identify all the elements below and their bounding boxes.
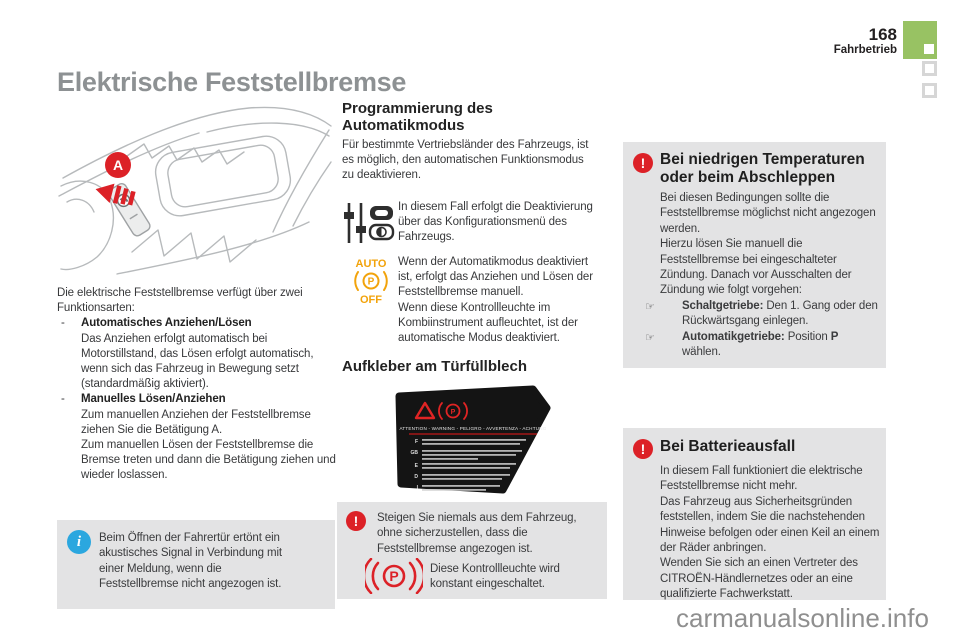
site-watermark: carmanualsonline.info [676, 603, 929, 633]
instruction-item [645, 330, 880, 361]
chapter-tab-marker [924, 44, 934, 54]
instruction-item [645, 299, 880, 330]
brake-switch [107, 182, 152, 238]
programming-paragraph: Für bestimmte Vertriebsländer des Fahrzeugs, ist es möglich, den automatischen Funktionsmodus zu deaktivieren. [342, 139, 589, 182]
box-body [645, 191, 880, 360]
warning-icon: ! [633, 439, 653, 459]
bullet-title: Automatisches Anziehen/Lösen [81, 317, 252, 330]
pointer-bullet-icon: ☞ [645, 330, 655, 344]
item-text: wählen. [682, 346, 721, 359]
list-item [57, 316, 339, 392]
page-number: 168 [868, 25, 897, 44]
item-text: Den 1. Gang oder den Rückwärtsgang einlegen. [682, 299, 878, 328]
auto-off-line2: Wenn diese Kontrollleuchte im Kombiinstrument aufleuchtet, ist der automatische Modus deaktiviert. [398, 301, 578, 345]
box-heading: Bei Batterieausfall [660, 438, 796, 455]
page-header [834, 26, 897, 57]
chapter-tab-active [903, 21, 937, 59]
svg-text:E: E [414, 463, 418, 469]
svg-text:P: P [450, 409, 456, 416]
auto-off-line1: Wenn der Automatikmodus deaktiviert ist, erfolgt das Anziehen und Lösen der Feststellbremse manuell. [398, 256, 593, 299]
info-note-text: Beim Öffnen der Fahrertür ertönt ein akustisches Signal in Verbindung mit einer Meldung, wenn die Feststellbremse nicht angezogen ist. [99, 532, 282, 591]
info-note-box [57, 520, 335, 609]
auto-off-text [398, 255, 600, 346]
dash-bullet: - [61, 317, 65, 330]
paragraph: In diesem Fall funktioniert die elektrische Feststellbremse nicht mehr. [660, 465, 863, 493]
section-heading-sticker: Aufkleber am Türfüllblech [342, 358, 528, 375]
chapter-tab-2 [922, 61, 937, 76]
warning-icon: ! [346, 511, 366, 531]
svg-text:OFF: OFF [360, 294, 382, 305]
svg-text:D: D [414, 474, 418, 480]
exit-warning-text: Steigen Sie niemals aus dem Fahrzeug, ohne sicherzustellen, dass die Feststellbremse angezogen ist. [377, 512, 577, 555]
sticker-header-text: ATTENTION - WARNING - PELIGRO - AVVERTENZA - ACHTUNG [399, 426, 547, 431]
bullet-body: Das Anziehen erfolgt automatisch bei Motorstillstand, das Lösen erfolgt automatisch, wenn sich das Fahrzeug in Bewegung setzt (standardmäßig aktiviert). [81, 332, 314, 391]
config-menu-icon [343, 201, 395, 245]
svg-text:I: I [416, 485, 418, 491]
dash-bullet: - [61, 393, 65, 406]
paragraph: Hierzu lösen Sie manuell die Feststellbremse bei eingeschalteter Zündung. Danach vor Ausschalten der Zündung wie folgt vorgehen: [660, 238, 852, 297]
function-modes-text [57, 286, 339, 484]
battery-failure-box [623, 428, 886, 600]
box-heading: Bei niedrigen Temperaturen oder beim Abschleppen [660, 151, 865, 186]
svg-text:P: P [389, 568, 399, 584]
paragraph: Das Fahrzeug aus Sicherheitsgründen feststellen, indem Sie die nachstehenden Hinweise befolgen oder einen Keil an einem der Räder anbringen. [660, 495, 880, 555]
exit-warning-box [337, 502, 607, 599]
item-label: Automatikgetriebe: [682, 330, 785, 343]
list-item [57, 392, 339, 483]
pointer-bullet-icon: ☞ [645, 299, 655, 313]
section-heading-programming: Programmierung des Automatikmodus [342, 100, 493, 134]
chapter-tab-3 [922, 83, 937, 98]
parking-brake-illustration [57, 100, 333, 280]
bullet-body: Zum manuellen Lösen der Feststellbremse die Bremse treten und dann die Betätigung ziehen und wieder loslassen. [81, 439, 336, 482]
paragraph: Wenden Sie sich an einen Vertreter des CITROËN-Händlernetzes oder an eine qualifizierte Fachwerkstatt. [660, 557, 858, 601]
svg-text:P: P [367, 276, 375, 288]
svg-text:A: A [112, 157, 124, 173]
svg-text:GB: GB [410, 450, 418, 456]
page-title: Elektrische Feststellbremse [57, 67, 407, 97]
label-a-badge [105, 152, 131, 178]
brake-lamp-icon [365, 558, 423, 594]
box-body [660, 464, 884, 603]
chapter-name: Fahrbetrieb [833, 44, 897, 56]
item-bold: P [830, 330, 839, 343]
bullet-body: Zum manuellen Anziehen der Feststellbremse ziehen Sie die Betätigung A. [81, 408, 311, 436]
warning-icon: ! [633, 153, 653, 173]
intro-paragraph: Die elektrische Feststellbremse verfügt über zwei Funktionsarten: [57, 287, 303, 315]
low-temperature-box [623, 142, 886, 368]
item-text: Position [784, 330, 831, 343]
item-label: Schaltgetriebe: [682, 299, 764, 312]
svg-text:F: F [414, 439, 418, 445]
info-icon: i [67, 530, 91, 554]
auto-off-lamp-icon [349, 257, 393, 305]
paragraph: Bei diesen Bedingungen sollte die Feststellbremse möglichst nicht angezogen werden. [660, 192, 876, 235]
config-menu-text: In diesem Fall erfolgt die Deaktivierung über das Konfigurationsmenü des Fahrzeugs. [398, 201, 593, 244]
svg-text:AUTO: AUTO [355, 258, 387, 270]
bullet-title: Manuelles Lösen/Anziehen [81, 393, 226, 406]
console-line-art [57, 100, 333, 280]
brake-lamp-text: Diese Kontrollleuchte wird konstant eingeschaltet. [430, 563, 560, 591]
door-sticker-image [385, 384, 557, 500]
